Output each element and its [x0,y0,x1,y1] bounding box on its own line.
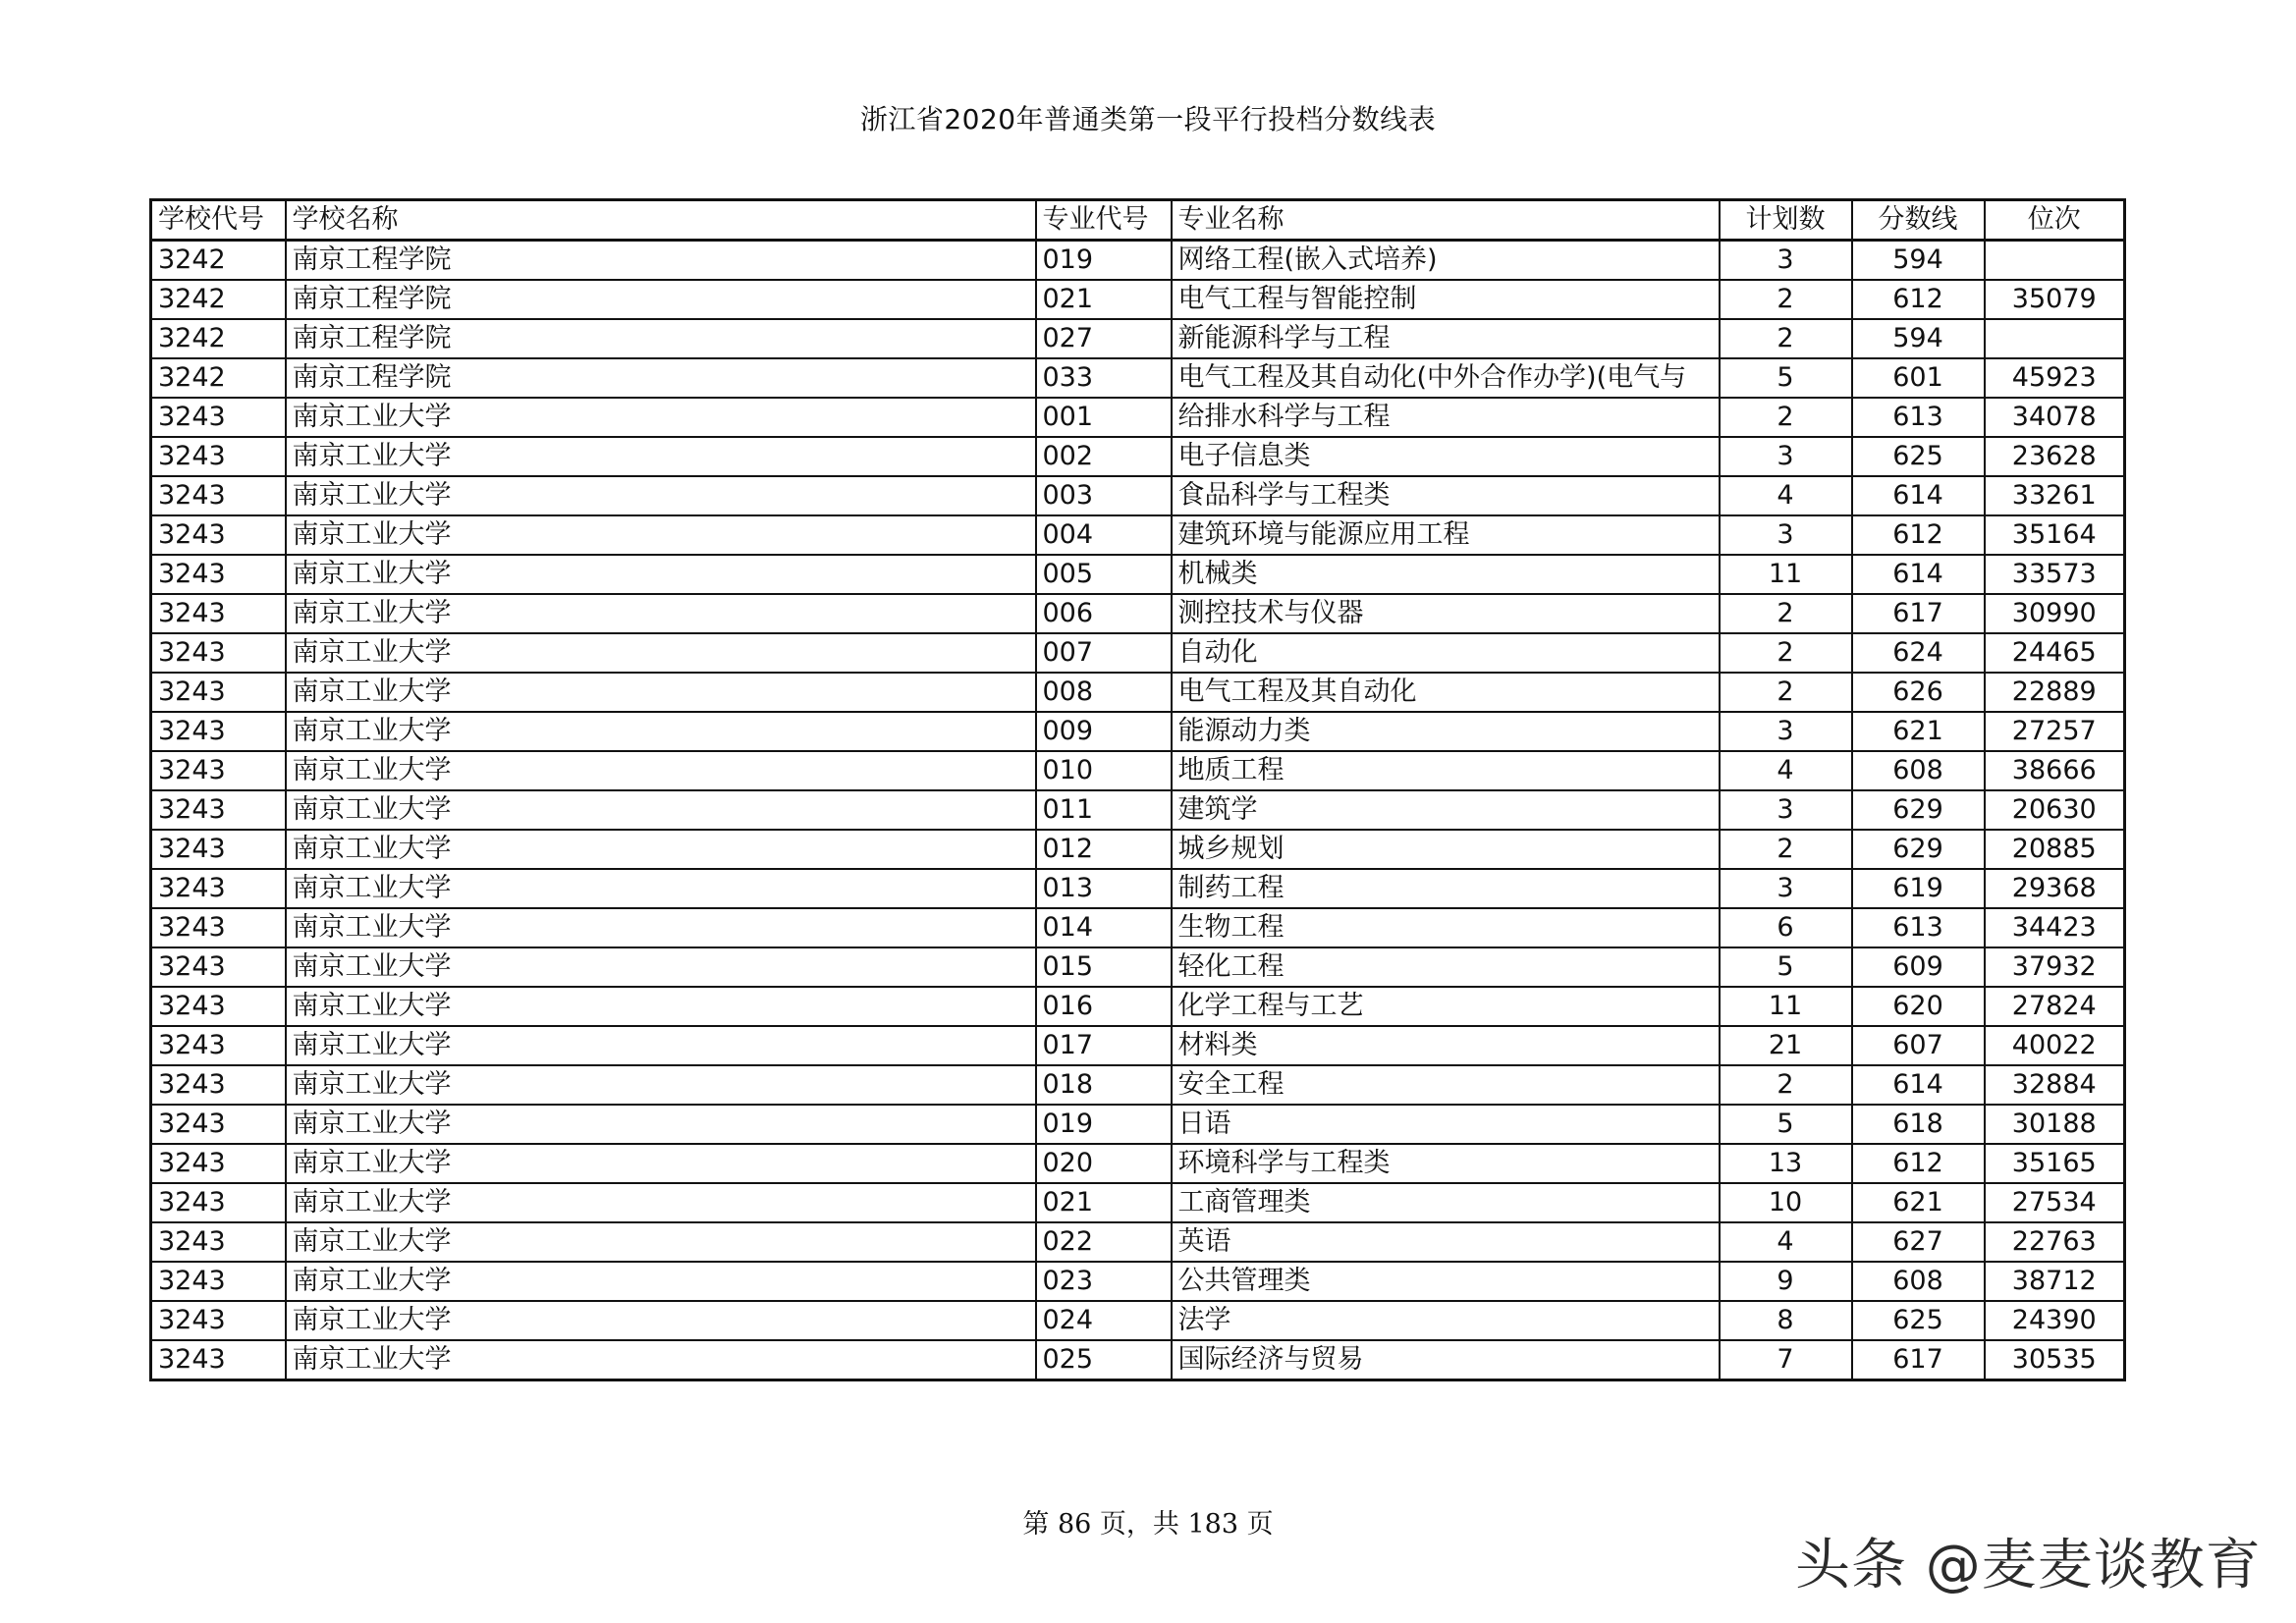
cell-score-line: 617 [1852,1340,1985,1380]
cell-major-code: 020 [1036,1144,1172,1183]
cell-rank: 30188 [1985,1105,2125,1144]
cell-school-name: 南京工业大学 [286,1065,1036,1105]
table-row [151,594,2125,633]
cell-school-name: 南京工业大学 [286,712,1036,751]
cell-rank: 27257 [1985,712,2125,751]
cell-plan-count: 3 [1720,437,1852,476]
cell-rank: 32884 [1985,1065,2125,1105]
table-row [151,751,2125,790]
cell-school-name: 南京工业大学 [286,673,1036,712]
table-row [151,1065,2125,1105]
cell-major-name: 能源动力类 [1172,712,1720,751]
cell-plan-count: 2 [1720,673,1852,712]
cell-major-code: 016 [1036,987,1172,1026]
cell-plan-count: 5 [1720,1105,1852,1144]
cell-major-code: 015 [1036,947,1172,987]
table-row [151,673,2125,712]
cell-school-name: 南京工业大学 [286,1144,1036,1183]
cell-rank: 37932 [1985,947,2125,987]
cell-school-name: 南京工业大学 [286,987,1036,1026]
cell-score-line: 613 [1852,398,1985,437]
cell-school-name: 南京工业大学 [286,1262,1036,1301]
table-row [151,1144,2125,1183]
cell-school-code: 3243 [151,1340,286,1380]
header-school-code: 学校代号 [151,200,286,241]
table-row [151,1222,2125,1262]
table-body [151,241,2125,1380]
table-row [151,241,2125,281]
cell-major-code: 019 [1036,241,1172,281]
cell-plan-count: 3 [1720,869,1852,908]
cell-score-line: 629 [1852,790,1985,830]
cell-rank: 22763 [1985,1222,2125,1262]
cell-plan-count: 7 [1720,1340,1852,1380]
cell-school-name: 南京工业大学 [286,476,1036,515]
cell-score-line: 625 [1852,1301,1985,1340]
cell-rank: 35164 [1985,515,2125,555]
cell-school-name: 南京工业大学 [286,790,1036,830]
table-row [151,319,2125,358]
page-indicator: 第 86 页，共 183 页 [1022,1509,1274,1540]
table-row [151,515,2125,555]
table-row [151,1301,2125,1340]
cell-score-line: 629 [1852,830,1985,869]
table-row [151,987,2125,1026]
cell-school-name: 南京工业大学 [286,398,1036,437]
header-rank: 位次 [1985,200,2125,241]
cell-rank: 24390 [1985,1301,2125,1340]
cell-score-line: 609 [1852,947,1985,987]
table-row [151,790,2125,830]
cell-school-code: 3243 [151,908,286,947]
cell-rank: 35165 [1985,1144,2125,1183]
cell-school-name: 南京工业大学 [286,908,1036,947]
cell-rank: 22889 [1985,673,2125,712]
table-row [151,358,2125,398]
cell-school-code: 3243 [151,594,286,633]
cell-school-name: 南京工业大学 [286,947,1036,987]
cell-school-code: 3243 [151,751,286,790]
cell-plan-count: 3 [1720,241,1852,281]
cell-school-name: 南京工业大学 [286,1301,1036,1340]
document-title: 浙江省2020年普通类第一段平行投档分数线表 [859,103,1437,135]
cell-score-line: 621 [1852,1183,1985,1222]
cell-plan-count: 5 [1720,358,1852,398]
cell-plan-count: 2 [1720,830,1852,869]
cell-rank: 35079 [1985,280,2125,319]
cell-rank: 33261 [1985,476,2125,515]
cell-major-name: 工商管理类 [1172,1183,1720,1222]
cell-plan-count: 3 [1720,790,1852,830]
score-table [149,198,2126,1381]
cell-plan-count: 2 [1720,280,1852,319]
cell-major-code: 007 [1036,633,1172,673]
cell-major-name: 环境科学与工程类 [1172,1144,1720,1183]
cell-major-code: 002 [1036,437,1172,476]
cell-rank: 34078 [1985,398,2125,437]
cell-school-name: 南京工程学院 [286,241,1036,281]
cell-major-code: 018 [1036,1065,1172,1105]
table-row [151,830,2125,869]
cell-major-code: 003 [1036,476,1172,515]
cell-plan-count: 2 [1720,1065,1852,1105]
cell-major-name: 自动化 [1172,633,1720,673]
cell-major-name: 日语 [1172,1105,1720,1144]
cell-school-code: 3243 [151,633,286,673]
cell-plan-count: 2 [1720,319,1852,358]
cell-rank: 30990 [1985,594,2125,633]
cell-score-line: 624 [1852,633,1985,673]
header-major-code: 专业代号 [1036,200,1172,241]
cell-school-name: 南京工业大学 [286,1340,1036,1380]
cell-plan-count: 2 [1720,398,1852,437]
cell-school-code: 3243 [151,830,286,869]
cell-major-name: 建筑环境与能源应用工程 [1172,515,1720,555]
header-plan-count: 计划数 [1720,200,1852,241]
cell-rank: 38712 [1985,1262,2125,1301]
cell-major-code: 010 [1036,751,1172,790]
table-row [151,437,2125,476]
cell-major-code: 022 [1036,1222,1172,1262]
cell-major-name: 制药工程 [1172,869,1720,908]
cell-score-line: 614 [1852,476,1985,515]
cell-score-line: 619 [1852,869,1985,908]
cell-score-line: 617 [1852,594,1985,633]
cell-school-code: 3242 [151,241,286,281]
cell-major-name: 测控技术与仪器 [1172,594,1720,633]
cell-school-name: 南京工程学院 [286,280,1036,319]
cell-school-name: 南京工业大学 [286,1222,1036,1262]
cell-score-line: 613 [1852,908,1985,947]
cell-school-name: 南京工业大学 [286,515,1036,555]
cell-school-name: 南京工业大学 [286,1026,1036,1065]
cell-plan-count: 4 [1720,751,1852,790]
cell-school-name: 南京工业大学 [286,869,1036,908]
cell-school-name: 南京工业大学 [286,594,1036,633]
cell-major-code: 021 [1036,1183,1172,1222]
cell-major-code: 009 [1036,712,1172,751]
cell-plan-count: 9 [1720,1262,1852,1301]
cell-school-name: 南京工业大学 [286,751,1036,790]
cell-major-code: 013 [1036,869,1172,908]
cell-major-name: 国际经济与贸易 [1172,1340,1720,1380]
cell-score-line: 612 [1852,280,1985,319]
cell-major-name: 机械类 [1172,555,1720,594]
cell-school-name: 南京工业大学 [286,830,1036,869]
cell-major-code: 023 [1036,1262,1172,1301]
cell-major-name: 食品科学与工程类 [1172,476,1720,515]
table-row [151,1026,2125,1065]
cell-school-name: 南京工业大学 [286,437,1036,476]
cell-score-line: 601 [1852,358,1985,398]
cell-school-code: 3243 [151,1105,286,1144]
cell-plan-count: 11 [1720,987,1852,1026]
cell-rank: 45923 [1985,358,2125,398]
cell-major-code: 033 [1036,358,1172,398]
cell-school-name: 南京工业大学 [286,555,1036,594]
cell-rank: 20630 [1985,790,2125,830]
cell-major-name: 新能源科学与工程 [1172,319,1720,358]
table-row [151,1340,2125,1380]
cell-rank: 34423 [1985,908,2125,947]
cell-school-name: 南京工程学院 [286,319,1036,358]
cell-score-line: 621 [1852,712,1985,751]
cell-major-code: 019 [1036,1105,1172,1144]
table-row [151,869,2125,908]
cell-plan-count: 6 [1720,908,1852,947]
cell-rank: 30535 [1985,1340,2125,1380]
cell-school-code: 3243 [151,1183,286,1222]
watermark-logo: 头条 @麦麦谈教育 [1795,1534,2262,1597]
cell-major-name: 地质工程 [1172,751,1720,790]
cell-school-code: 3243 [151,947,286,987]
cell-major-code: 024 [1036,1301,1172,1340]
table-row [151,1105,2125,1144]
cell-major-name: 法学 [1172,1301,1720,1340]
cell-major-code: 001 [1036,398,1172,437]
cell-score-line: 608 [1852,751,1985,790]
cell-rank: 24465 [1985,633,2125,673]
cell-major-name: 化学工程与工艺 [1172,987,1720,1026]
cell-major-code: 027 [1036,319,1172,358]
table-row [151,908,2125,947]
cell-score-line: 612 [1852,515,1985,555]
cell-score-line: 618 [1852,1105,1985,1144]
cell-school-code: 3243 [151,398,286,437]
cell-major-name: 安全工程 [1172,1065,1720,1105]
cell-rank: 33573 [1985,555,2125,594]
cell-major-name: 英语 [1172,1222,1720,1262]
cell-major-code: 005 [1036,555,1172,594]
cell-school-code: 3243 [151,1065,286,1105]
cell-plan-count: 21 [1720,1026,1852,1065]
cell-score-line: 607 [1852,1026,1985,1065]
cell-school-code: 3243 [151,1026,286,1065]
table-row [151,280,2125,319]
header-school-name: 学校名称 [286,200,1036,241]
cell-rank [1985,241,2125,281]
cell-rank: 27824 [1985,987,2125,1026]
cell-plan-count: 13 [1720,1144,1852,1183]
cell-plan-count: 5 [1720,947,1852,987]
cell-school-code: 3242 [151,280,286,319]
cell-score-line: 614 [1852,1065,1985,1105]
table-row [151,947,2125,987]
cell-school-code: 3243 [151,437,286,476]
header-major-name: 专业名称 [1172,200,1720,241]
cell-plan-count: 2 [1720,594,1852,633]
table-row [151,398,2125,437]
cell-score-line: 620 [1852,987,1985,1026]
cell-school-name: 南京工业大学 [286,633,1036,673]
cell-plan-count: 11 [1720,555,1852,594]
cell-major-code: 025 [1036,1340,1172,1380]
cell-rank: 38666 [1985,751,2125,790]
cell-major-name: 建筑学 [1172,790,1720,830]
cell-major-name: 电气工程及其自动化 [1172,673,1720,712]
cell-score-line: 625 [1852,437,1985,476]
table-row [151,633,2125,673]
cell-major-code: 014 [1036,908,1172,947]
cell-major-code: 011 [1036,790,1172,830]
cell-school-code: 3243 [151,1144,286,1183]
table-row [151,1183,2125,1222]
cell-school-code: 3243 [151,712,286,751]
cell-score-line: 594 [1852,319,1985,358]
cell-school-name: 南京工业大学 [286,1105,1036,1144]
cell-school-code: 3243 [151,869,286,908]
cell-school-code: 3242 [151,319,286,358]
table-row [151,1262,2125,1301]
table-row [151,476,2125,515]
cell-major-name: 材料类 [1172,1026,1720,1065]
table-row [151,555,2125,594]
table-row [151,712,2125,751]
cell-plan-count: 2 [1720,633,1852,673]
cell-school-code: 3243 [151,1301,286,1340]
cell-major-code: 008 [1036,673,1172,712]
cell-plan-count: 3 [1720,712,1852,751]
cell-major-name: 电子信息类 [1172,437,1720,476]
cell-score-line: 614 [1852,555,1985,594]
cell-major-name: 网络工程(嵌入式培养) [1172,241,1720,281]
cell-plan-count: 4 [1720,1222,1852,1262]
cell-school-code: 3243 [151,987,286,1026]
cell-major-code: 012 [1036,830,1172,869]
cell-major-code: 006 [1036,594,1172,633]
cell-rank: 27534 [1985,1183,2125,1222]
cell-school-code: 3243 [151,1262,286,1301]
cell-major-name: 给排水科学与工程 [1172,398,1720,437]
cell-school-name: 南京工程学院 [286,358,1036,398]
cell-school-code: 3243 [151,515,286,555]
cell-plan-count: 8 [1720,1301,1852,1340]
cell-score-line: 594 [1852,241,1985,281]
cell-major-name: 城乡规划 [1172,830,1720,869]
cell-plan-count: 4 [1720,476,1852,515]
cell-score-line: 627 [1852,1222,1985,1262]
cell-major-name: 电气工程与智能控制 [1172,280,1720,319]
cell-major-name: 电气工程及其自动化(中外合作办学)(电气与 [1172,358,1720,398]
cell-school-code: 3243 [151,1222,286,1262]
cell-school-name: 南京工业大学 [286,1183,1036,1222]
cell-major-name: 公共管理类 [1172,1262,1720,1301]
cell-major-name: 轻化工程 [1172,947,1720,987]
cell-rank [1985,319,2125,358]
cell-rank: 29368 [1985,869,2125,908]
cell-score-line: 612 [1852,1144,1985,1183]
cell-school-code: 3243 [151,476,286,515]
cell-rank: 40022 [1985,1026,2125,1065]
cell-major-name: 生物工程 [1172,908,1720,947]
cell-school-code: 3243 [151,673,286,712]
cell-score-line: 608 [1852,1262,1985,1301]
cell-score-line: 626 [1852,673,1985,712]
header-score-line: 分数线 [1852,200,1985,241]
cell-rank: 20885 [1985,830,2125,869]
cell-school-code: 3242 [151,358,286,398]
cell-plan-count: 10 [1720,1183,1852,1222]
cell-major-code: 021 [1036,280,1172,319]
cell-school-code: 3243 [151,790,286,830]
table-header-row [151,200,2125,241]
cell-major-code: 017 [1036,1026,1172,1065]
cell-major-code: 004 [1036,515,1172,555]
cell-plan-count: 3 [1720,515,1852,555]
cell-rank: 23628 [1985,437,2125,476]
cell-school-code: 3243 [151,555,286,594]
